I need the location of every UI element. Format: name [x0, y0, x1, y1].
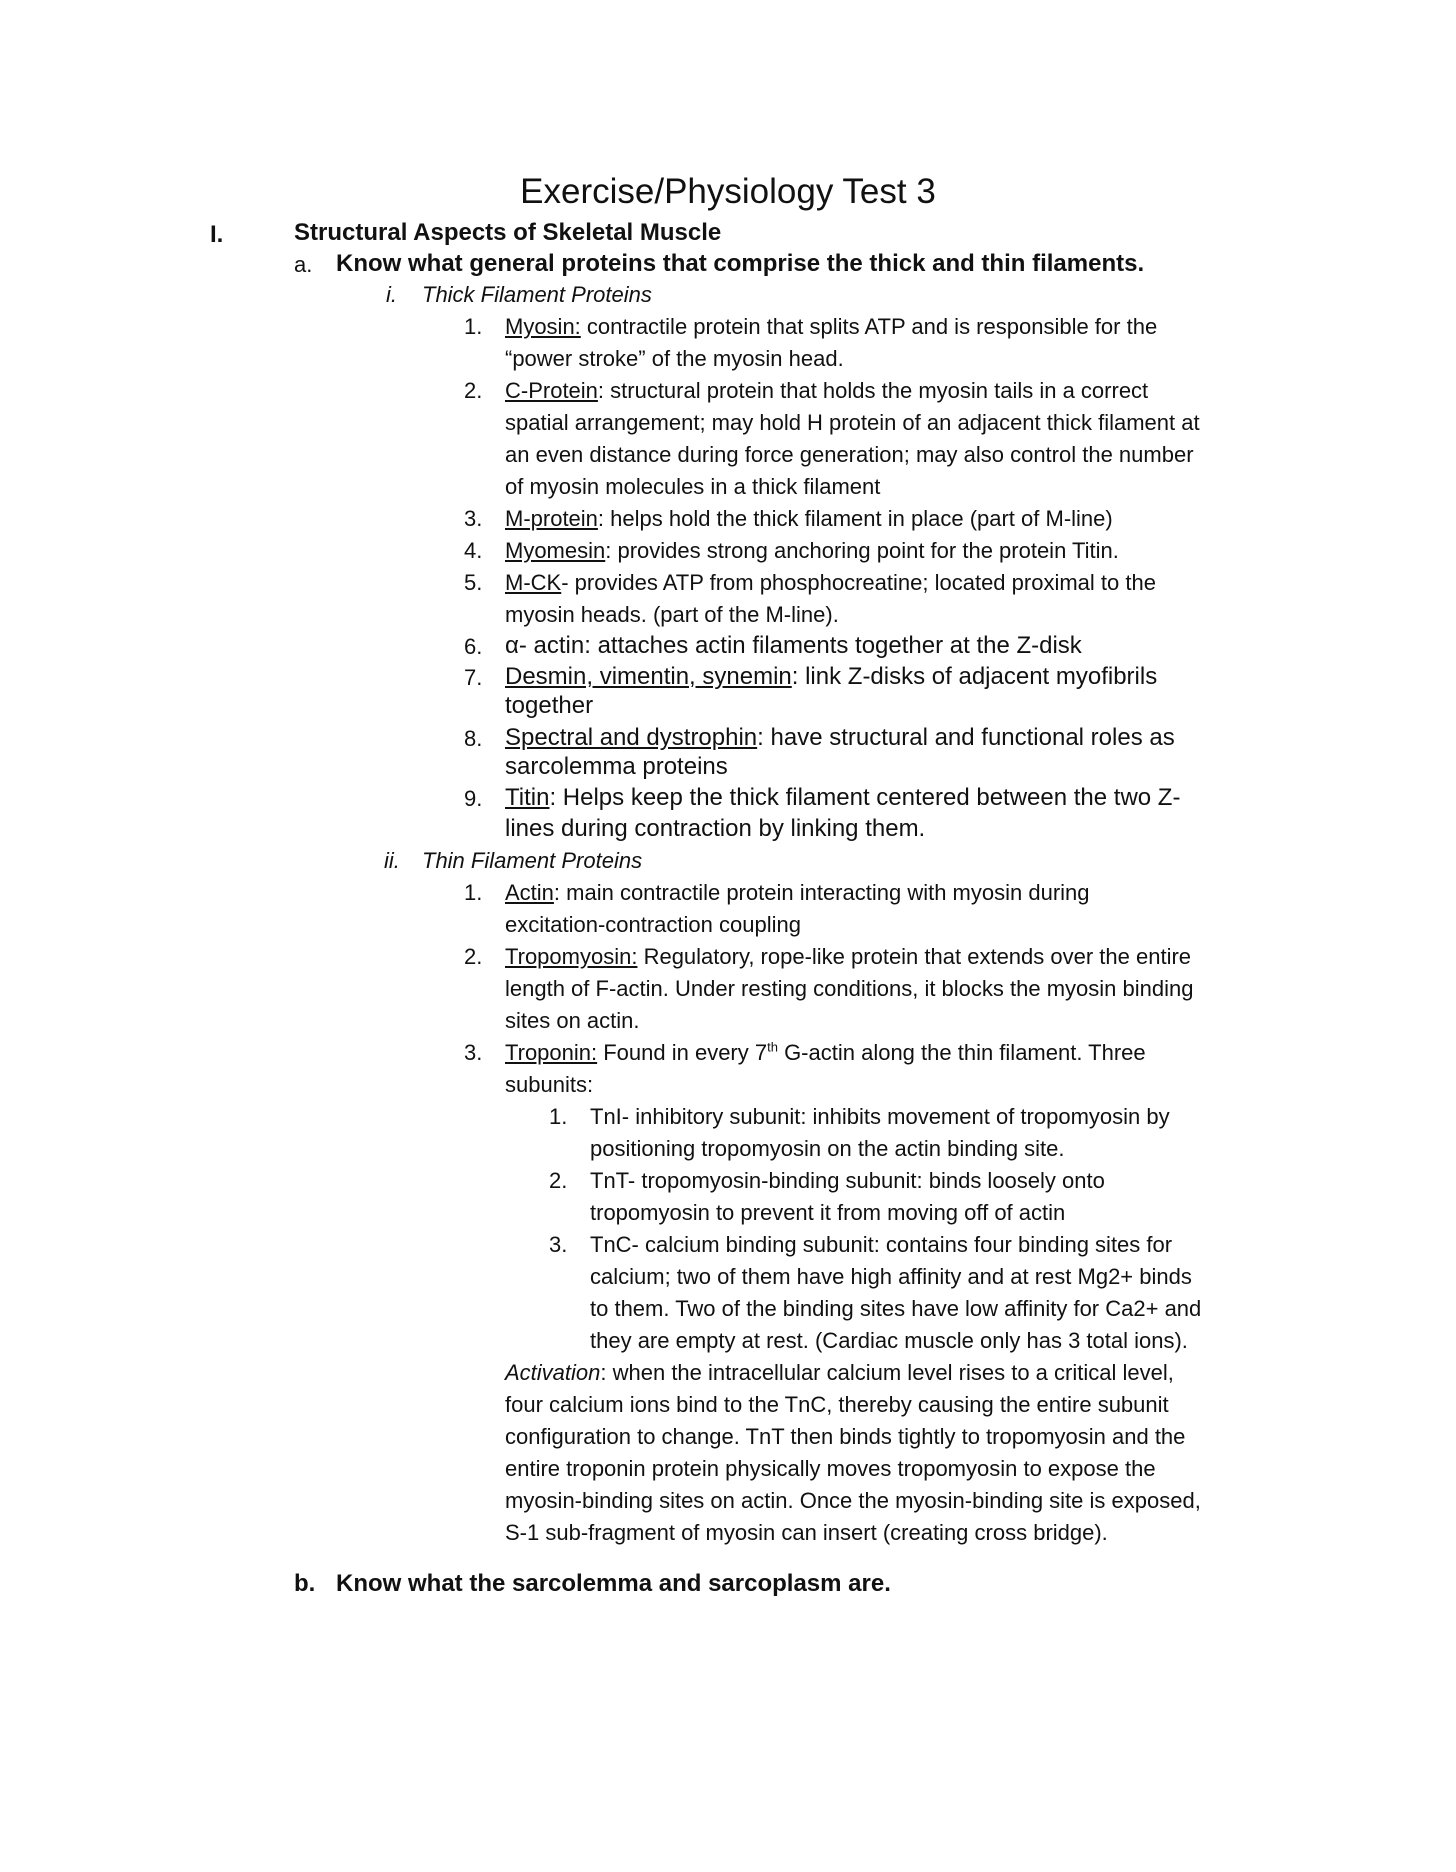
- item-text: : helps hold the thick filament in place (part of M-line): [597, 506, 1113, 531]
- item-text: sites on actin.: [505, 1008, 640, 1033]
- item-text: S-1 sub-fragment of myosin can insert (creating cross bridge).: [505, 1520, 1108, 1545]
- item-text: G-actin along the thin filament. Three: [777, 1040, 1146, 1065]
- item-text: lines during contraction by linking them.: [505, 815, 926, 842]
- item-text: entire troponin protein physically moves tropomyosin to expose the: [505, 1456, 1156, 1481]
- item-text: tropomyosin to prevent it from moving off of actin: [590, 1200, 1066, 1225]
- item-text: “power stroke” of the myosin head.: [505, 346, 844, 371]
- list-number: 3.: [464, 506, 483, 531]
- thin-marker: ii.: [384, 848, 400, 873]
- list-item: [505, 538, 1119, 564]
- item-text: four calcium ions bind to the TnC, thereby causing the entire subunit: [505, 1392, 1169, 1417]
- item-text: : main contractile protein interacting with myosin during: [553, 880, 1090, 905]
- item-text: configuration to change. TnT then binds tightly to tropomyosin and the: [505, 1424, 1186, 1449]
- list-number: 8.: [464, 726, 483, 751]
- list-item: [505, 784, 1180, 812]
- item-text: to them. Two of the binding sites have low affinity for Ca2+ and: [590, 1296, 1202, 1321]
- item-text: excitation-contraction coupling: [505, 912, 801, 937]
- list-number: 6.: [464, 634, 483, 659]
- item-text: : link Z-disks of adjacent myofibrils: [791, 663, 1158, 690]
- thick-heading: Thick Filament Proteins: [422, 282, 652, 307]
- item-text: myosin heads. (part of the M-line).: [505, 602, 839, 627]
- list-number: 3.: [464, 1040, 483, 1065]
- item-text: contractile protein that splits ATP and is responsible for the: [580, 314, 1158, 339]
- list-number: 2.: [464, 944, 483, 969]
- list-number: 2.: [464, 378, 483, 403]
- item-a-marker: a.: [294, 252, 313, 277]
- item-text: : when the intracellular calcium level rises to a critical level,: [600, 1360, 1174, 1385]
- item-a-heading: Know what general proteins that comprise the thick and thin filaments.: [336, 250, 1145, 277]
- term: Desmin, vimentin, synemin: [505, 663, 792, 690]
- item-text: : have structural and functional roles as: [757, 724, 1175, 751]
- term: Tropomyosin:: [505, 944, 638, 969]
- list-item: [505, 944, 1191, 970]
- page-title: Exercise/Physiology Test 3: [520, 172, 936, 211]
- section-numeral: I.: [210, 221, 224, 248]
- item-text: : Helps keep the thick filament centered between the two Z-: [549, 784, 1181, 811]
- list-item: [505, 880, 1090, 906]
- item-text: myosin-binding sites on actin. Once the myosin-binding site is exposed,: [505, 1488, 1201, 1513]
- list-number: 1.: [464, 314, 483, 339]
- list-number: 9.: [464, 786, 483, 811]
- item-text: spatial arrangement; may hold H protein of an adjacent thick filament at: [505, 410, 1200, 435]
- list-item: [505, 663, 1157, 691]
- term: M-protein: [505, 506, 598, 531]
- activation-label: Activation: [505, 1360, 601, 1385]
- list-number: 1.: [549, 1104, 568, 1129]
- term: Troponin:: [505, 1040, 598, 1065]
- term: Actin: [505, 880, 554, 905]
- item-text: TnI- inhibitory subunit: inhibits movement of tropomyosin by: [590, 1104, 1170, 1129]
- item-text: α- actin: attaches actin filaments together at the Z-disk: [505, 632, 1082, 659]
- term: C-Protein: [505, 378, 598, 403]
- term: Titin: [505, 784, 550, 811]
- list-item: [505, 506, 1113, 532]
- list-number: 2.: [549, 1168, 568, 1193]
- item-text: an even distance during force generation; may also control the number: [505, 442, 1194, 467]
- thick-marker: i.: [386, 282, 397, 307]
- item-b-heading: Know what the sarcolemma and sarcoplasm are.: [336, 1570, 891, 1597]
- term: Spectral and dystrophin: [505, 724, 758, 751]
- section-heading: Structural Aspects of Skeletal Muscle: [294, 219, 722, 246]
- list-number: 5.: [464, 570, 483, 595]
- list-number: 3.: [549, 1232, 568, 1257]
- item-text: TnC- calcium binding subunit: contains four binding sites for: [590, 1232, 1173, 1257]
- list-number: 4.: [464, 538, 483, 563]
- item-text: : provides strong anchoring point for the protein Titin.: [605, 538, 1119, 563]
- item-text: Regulatory, rope-like protein that extends over the entire: [637, 944, 1192, 969]
- item-text: sarcolemma proteins: [505, 753, 728, 780]
- term: M-CK: [505, 570, 562, 595]
- list-number: 7.: [464, 665, 483, 690]
- list-item: [505, 378, 1148, 404]
- activation-paragraph: [505, 1360, 1174, 1386]
- item-text: calcium; two of them have high affinity and at rest Mg2+ binds: [590, 1264, 1192, 1289]
- item-text: they are empty at rest. (Cardiac muscle only has 3 total ions).: [590, 1328, 1188, 1353]
- term: Myosin:: [505, 314, 581, 339]
- item-text: - provides ATP from phosphocreatine; located proximal to the: [561, 570, 1156, 595]
- term: Myomesin: [505, 538, 606, 563]
- item-text: Found in every 7: [597, 1040, 768, 1065]
- item-text: of myosin molecules in a thick filament: [505, 474, 881, 499]
- item-b-marker: b.: [294, 1570, 316, 1597]
- item-text: positioning tropomyosin on the actin binding site.: [590, 1136, 1065, 1161]
- list-item: [505, 724, 1175, 752]
- item-text: : structural protein that holds the myosin tails in a correct: [597, 378, 1149, 403]
- item-text: TnT- tropomyosin-binding subunit: binds loosely onto: [590, 1168, 1105, 1193]
- item-text: length of F-actin. Under resting conditions, it blocks the myosin binding: [505, 976, 1194, 1001]
- list-item: [505, 1040, 1146, 1066]
- list-item: [505, 314, 1157, 340]
- item-text: together: [505, 692, 594, 719]
- thin-heading: Thin Filament Proteins: [422, 848, 643, 873]
- item-text: subunits:: [505, 1072, 594, 1097]
- list-number: 1.: [464, 880, 483, 905]
- superscript: th: [767, 1039, 778, 1055]
- list-item: [505, 570, 1156, 596]
